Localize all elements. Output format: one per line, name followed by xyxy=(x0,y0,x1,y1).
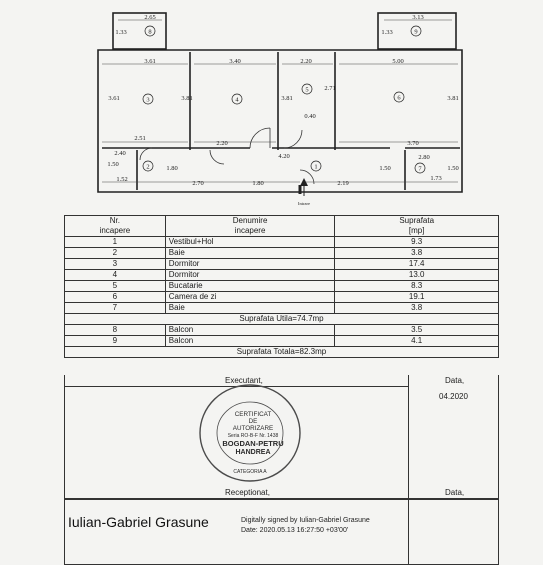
row-name: Vestibul+Hol xyxy=(165,237,335,248)
room-num-8: 8 xyxy=(148,28,152,36)
header-sup: Suprafata xyxy=(335,216,499,227)
dim-r3-h: 3.61 xyxy=(108,95,120,102)
rooms-table xyxy=(64,215,499,358)
row-name: Camera de zi xyxy=(165,292,335,303)
dim-hall-3: 2.19 xyxy=(337,180,349,187)
table-row xyxy=(65,303,499,314)
dim-r4-h: 3.81 xyxy=(181,95,193,102)
dim-b8-w: 2.65 xyxy=(144,14,156,21)
header-sup-2: [mp] xyxy=(335,226,499,237)
signature-details xyxy=(241,516,370,536)
dim-r6-bottom: 3.70 xyxy=(407,140,419,147)
dim-r5-top: 2.20 xyxy=(300,58,312,65)
stamp-line-1: CERTIFICAT xyxy=(234,411,272,418)
dim-b9-w: 3.13 xyxy=(412,14,424,21)
apartment-outline xyxy=(98,50,462,192)
table-row xyxy=(65,259,499,270)
dim-r7-w: 2.80 xyxy=(418,154,430,161)
row-area: 3.8 xyxy=(335,248,499,259)
row-area: 3.8 xyxy=(335,303,499,314)
table-row xyxy=(65,336,499,347)
table-header-row-2 xyxy=(65,226,499,237)
row-name: Baie xyxy=(165,248,335,259)
executant-label: Executant, xyxy=(225,376,263,385)
dim-hall-top: 4.20 xyxy=(278,153,290,160)
floor-plan xyxy=(0,0,543,210)
signature-line-1: Digitally signed by Iulian-Gabriel Grasune xyxy=(241,517,370,524)
row-area: 8.3 xyxy=(335,281,499,292)
room-num-1: 1 xyxy=(314,163,318,171)
dim-b8-h: 1.33 xyxy=(115,29,127,36)
dim-r2-bottom: 1.52 xyxy=(116,176,128,183)
row-area: 17.4 xyxy=(335,259,499,270)
grand-total: Suprafata Totala=82.3mp xyxy=(65,347,499,358)
header-nr-2: incapere xyxy=(65,226,166,237)
row-area: 4.1 xyxy=(335,336,499,347)
receptionat-label: Receptionat, xyxy=(225,488,270,497)
row-name: Bucatarie xyxy=(165,281,335,292)
row-name: Balcon xyxy=(165,325,335,336)
table-row xyxy=(65,248,499,259)
dim-r7-h: 1.50 xyxy=(379,165,391,172)
signer-name: Iulian-Gabriel Grasune xyxy=(68,514,209,530)
dim-r5-inner: 0.40 xyxy=(304,113,316,120)
table-row xyxy=(65,270,499,281)
stamp-line-7: CATEGORIA A xyxy=(233,469,267,475)
dim-r5-h2: 2.71 xyxy=(324,85,336,92)
dim-hall-1: 2.70 xyxy=(192,180,204,187)
table-row xyxy=(65,325,499,336)
signature-line-2: Date: 2020.05.13 16:27:50 +03'00' xyxy=(241,527,349,534)
dim-r4-top: 3.40 xyxy=(229,58,241,65)
useful-total-row xyxy=(65,314,499,325)
dim-r6-h: 3.81 xyxy=(447,95,459,102)
row-nr: 3 xyxy=(65,259,166,270)
authorization-stamp xyxy=(196,380,304,486)
dim-r3-bottom: 2.51 xyxy=(134,135,146,142)
row-nr: 8 xyxy=(65,325,166,336)
row-nr: 2 xyxy=(65,248,166,259)
room-num-6: 6 xyxy=(397,94,401,102)
row-area: 19.1 xyxy=(335,292,499,303)
row-nr: 6 xyxy=(65,292,166,303)
room-num-2: 2 xyxy=(146,163,150,171)
dim-r2-h: 1.50 xyxy=(107,161,119,168)
row-nr: 5 xyxy=(65,281,166,292)
table-row xyxy=(65,281,499,292)
entrance-label: Intrare xyxy=(298,201,310,206)
table-row xyxy=(65,292,499,303)
row-nr: 1 xyxy=(65,237,166,248)
row-area: 13.0 xyxy=(335,270,499,281)
header-den: Denumire xyxy=(165,216,335,227)
table-row xyxy=(65,237,499,248)
dim-r2-side: 1.80 xyxy=(166,165,178,172)
table-header-row-1 xyxy=(65,216,499,227)
grand-total-row xyxy=(65,347,499,358)
row-name: Dormitor xyxy=(165,270,335,281)
room-num-9: 9 xyxy=(414,28,418,36)
room-num-5: 5 xyxy=(305,86,309,94)
stamp-line-5: BOGDAN-PETRU xyxy=(222,439,284,448)
executant-date-label: Data, xyxy=(445,376,465,385)
stamp-line-6: HANDREA xyxy=(235,449,271,456)
room-num-7: 7 xyxy=(418,165,422,173)
executant-date: 04.2020 xyxy=(439,392,468,401)
row-name: Balcon xyxy=(165,336,335,347)
stamp-line-3: AUTORIZARE xyxy=(232,425,274,432)
row-name: Dormitor xyxy=(165,259,335,270)
dim-r7-side: 1.50 xyxy=(447,165,459,172)
row-name: Baie xyxy=(165,303,335,314)
dim-r3-top: 3.61 xyxy=(144,58,156,65)
row-area: 9.3 xyxy=(335,237,499,248)
header-nr: Nr. xyxy=(65,216,166,227)
room-num-4: 4 xyxy=(235,96,239,104)
header-den-2: incapere xyxy=(165,226,335,237)
dim-r4-bottom: 2.20 xyxy=(216,140,228,147)
room-num-3: 3 xyxy=(146,96,150,104)
row-nr: 9 xyxy=(65,336,166,347)
dim-hall-2: 1.80 xyxy=(252,180,264,187)
receptionat-date-label: Data, xyxy=(445,488,465,497)
useful-total: Suprafata Utila=74.7mp xyxy=(65,314,499,325)
dim-r5-h: 3.81 xyxy=(281,95,293,102)
dim-r6-top: 5.00 xyxy=(392,58,404,65)
dim-b9-h: 1.33 xyxy=(381,29,393,36)
row-nr: 7 xyxy=(65,303,166,314)
stamp-line-2: DE xyxy=(248,418,258,425)
dim-r2-w: 2.40 xyxy=(114,150,126,157)
row-area: 3.5 xyxy=(335,325,499,336)
stamp-line-4: Seria RO-B-F Nr. 1438 xyxy=(227,433,279,439)
row-nr: 4 xyxy=(65,270,166,281)
dim-r7-bottom: 1.73 xyxy=(430,175,442,182)
